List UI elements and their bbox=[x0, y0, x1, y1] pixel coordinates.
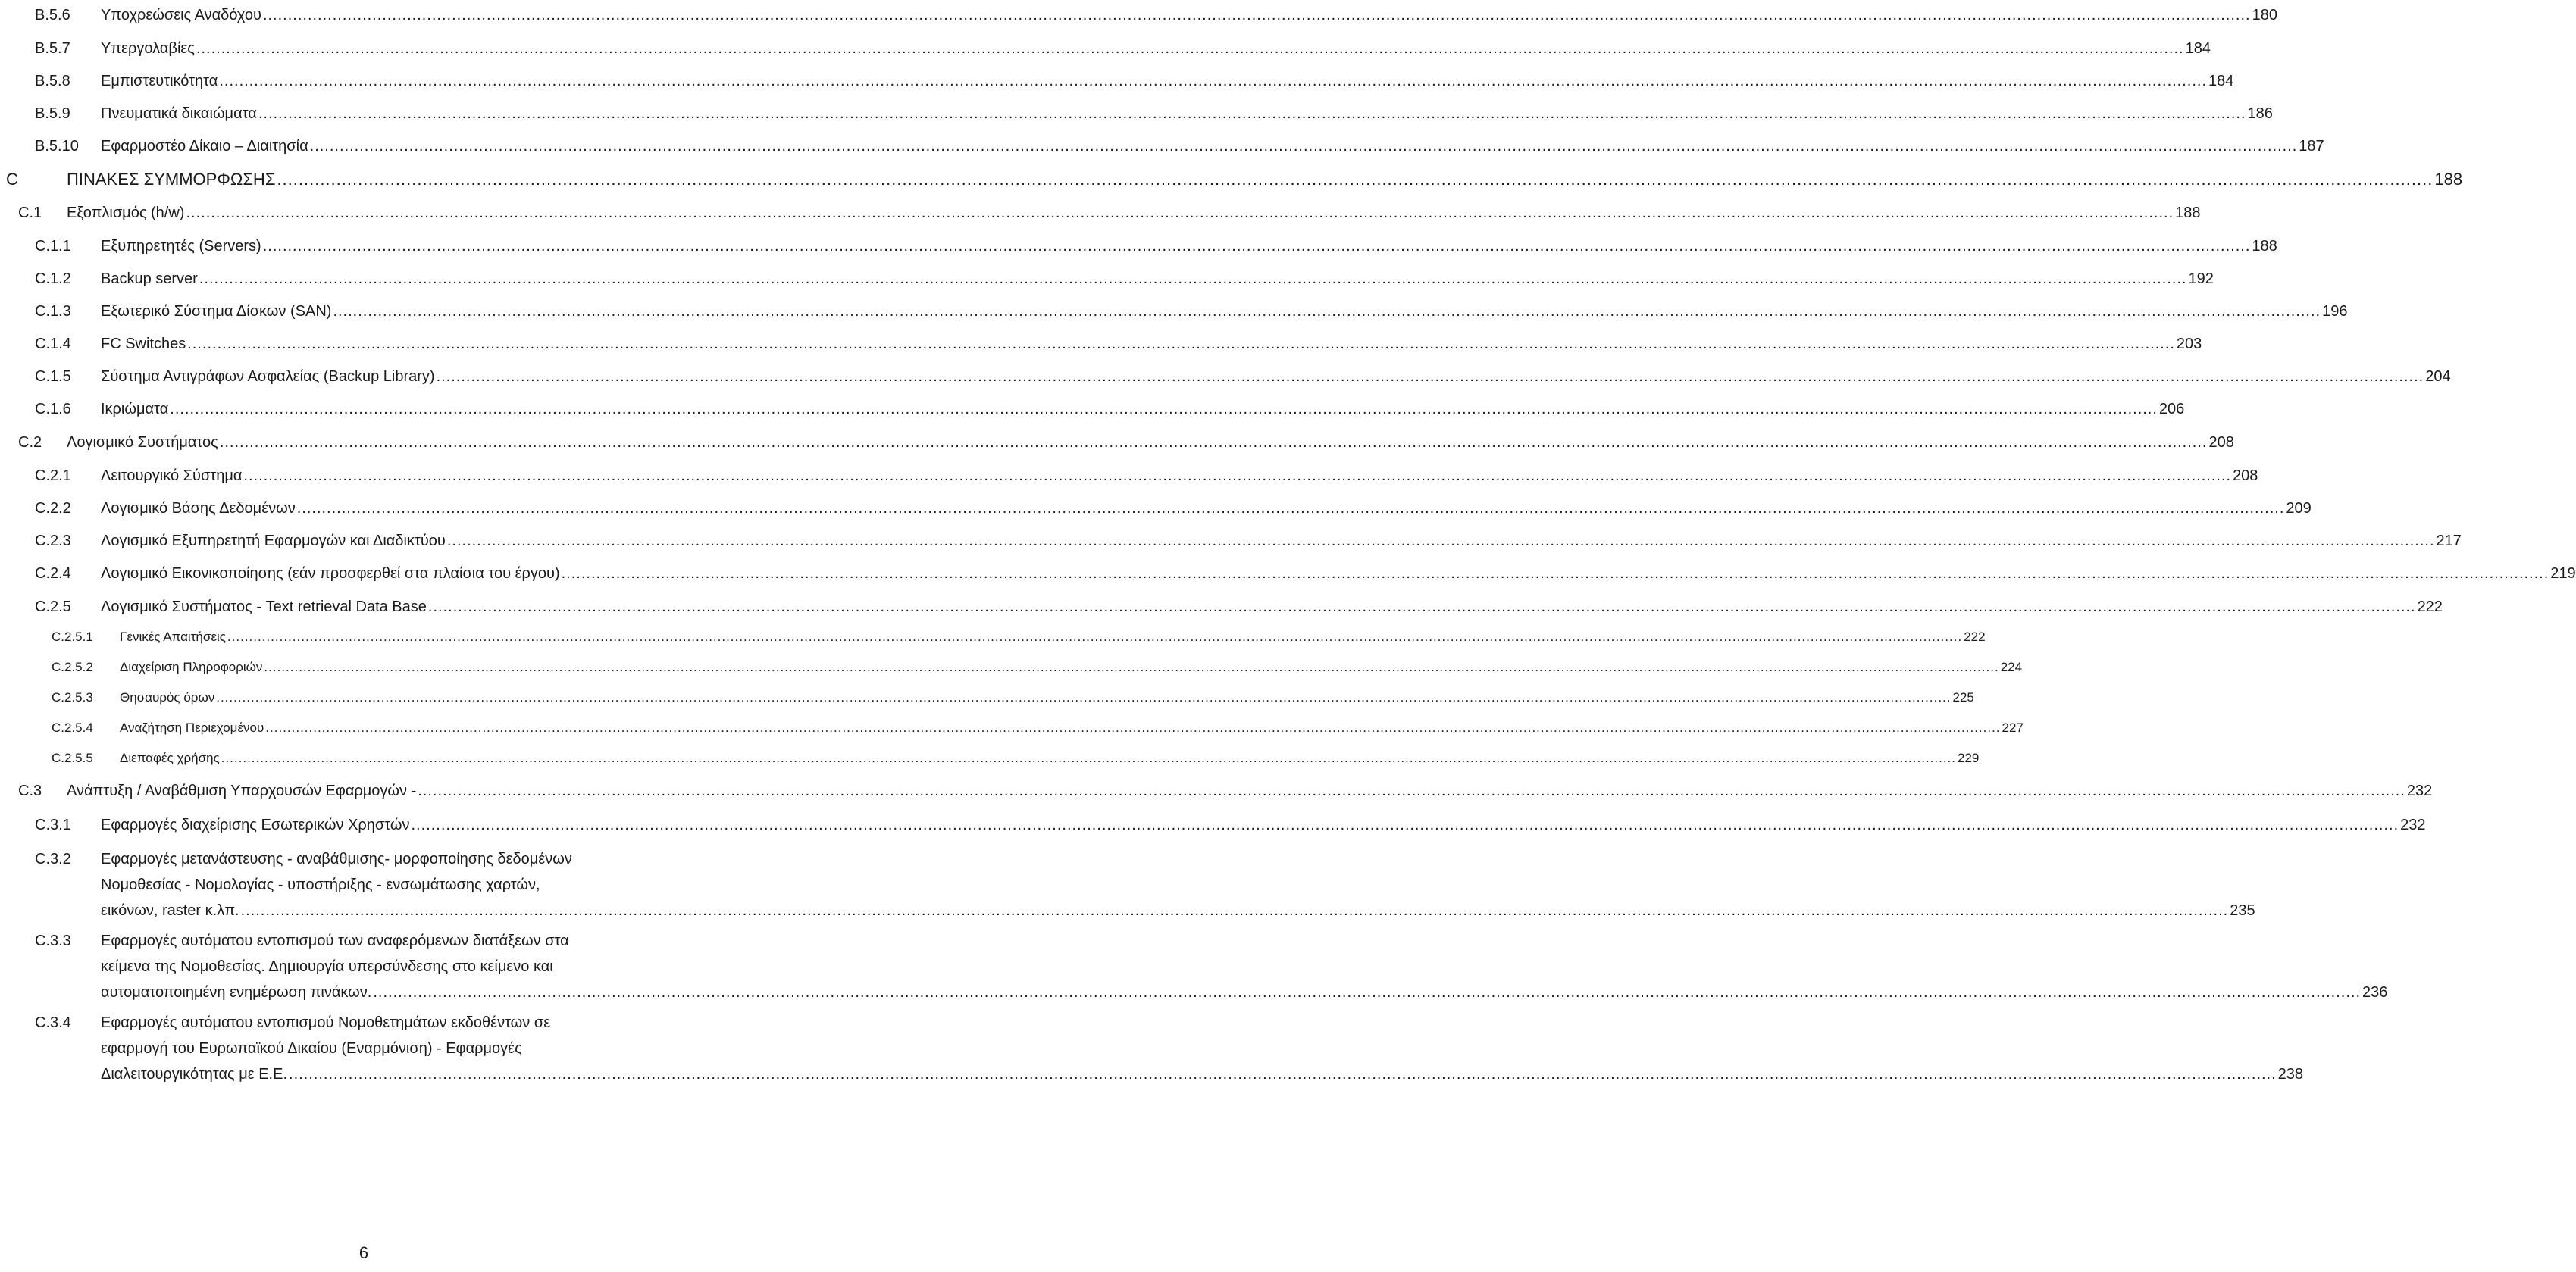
toc-page-number: 203 bbox=[2176, 336, 2202, 352]
toc-leader-dots: ................................................................................................................................................................................................................................................................................................................................................................................................................ bbox=[262, 7, 2251, 23]
toc-entry-title: Εμπιστευτικότητα bbox=[101, 73, 218, 89]
toc-leader-dots: ................................................................................................................................................................................................................................................................................................................................................................................................................ bbox=[446, 533, 2435, 549]
toc-entry-number: C.3.3 bbox=[35, 933, 71, 949]
toc-leader-dots: ................................................................................................................................................................................................................................................................................................................................................................................................................ bbox=[277, 170, 2434, 189]
toc-entry-title: Λειτουργικό Σύστημα bbox=[101, 467, 243, 484]
toc-page-number: 186 bbox=[2247, 105, 2273, 122]
toc-page-number: 206 bbox=[2158, 401, 2185, 417]
toc-entry-title: Σύστημα Αντιγράφων Ασφαλείας (Backup Library) bbox=[101, 368, 435, 385]
page-number: 6 bbox=[358, 1243, 369, 1262]
toc-entry-number: C.3.2 bbox=[35, 851, 71, 867]
toc-leader-dots: ................................................................................................................................................................................................................................................................................................................................................................................................................ bbox=[411, 817, 2399, 833]
toc-page-number: 187 bbox=[2299, 138, 2324, 155]
toc-entry-title: Εξοπλισμός (h/w) bbox=[67, 205, 185, 221]
toc-entry-number: C.2.5.4 bbox=[52, 720, 93, 735]
toc-entry-number: B.5.6 bbox=[35, 7, 70, 23]
toc-leader-dots: ................................................................................................................................................................................................................................................................................................................................................................................................................ bbox=[436, 368, 2424, 385]
toc-entry-title: Νομοθεσίας - Νομολογίας - υποστήριξης - ενσωμάτωσης χαρτών, bbox=[101, 877, 540, 893]
toc-leader-dots: ................................................................................................................................................................................................................................................................................................................................................................................................................ bbox=[170, 401, 2158, 417]
toc-page-number: 204 bbox=[2425, 368, 2451, 385]
toc-entry-title: Εξυπηρετητές (Servers) bbox=[101, 238, 261, 255]
toc-page-number: 235 bbox=[2230, 902, 2255, 919]
toc-page-number: 232 bbox=[2400, 817, 2426, 833]
toc-leader-dots: ................................................................................................................................................................................................................................................................................................................................................................................................................ bbox=[262, 238, 2251, 255]
toc-entry-title: εφαρμογή του Ευρωπαϊκού Δικαίου (Εναρμόνιση) - Εφαρμογές bbox=[101, 1040, 522, 1057]
toc-entry-number: C.2.5 bbox=[35, 598, 71, 615]
toc-page-number: 236 bbox=[2362, 984, 2388, 1001]
toc-entry-number: C.2.4 bbox=[35, 565, 71, 582]
toc-leader-dots: ................................................................................................................................................................................................................................................................................................................................................................................................................ bbox=[333, 303, 2321, 320]
toc-entry-number: C.3 bbox=[18, 783, 42, 799]
toc-entry-number: C.2.1 bbox=[35, 467, 71, 484]
toc-leader-dots: ................................................................................................................................................................................................................................................................................................................................................................................................................ bbox=[427, 598, 2416, 615]
toc-entry-number: C.3.4 bbox=[35, 1014, 71, 1031]
toc-leader-dots: ................................................................................................................................................................................................................................................................................................................................................................................................................ bbox=[219, 434, 2208, 451]
toc-leader-dots: ................................................................................................................................................................................................................................................................................................................................................................................................................ bbox=[296, 500, 2285, 517]
toc-entry-number: C.1.3 bbox=[35, 303, 71, 320]
toc-leader-dots: ................................................................................................................................................................................................................................................................................................................................................................................................................ bbox=[196, 40, 2184, 57]
toc-entry-number: C.1.4 bbox=[35, 336, 71, 352]
toc-leader-dots: ................................................................................................................................................................................................................................................................................................................................................................................................................ bbox=[309, 138, 2298, 155]
toc-entry-title: αυτοματοποιημένη ενημέρωση πινάκων. bbox=[101, 984, 372, 1001]
toc-page-number: 229 bbox=[1958, 751, 1980, 765]
toc-entry-title: Διαλειτουργικότητας με Ε.Ε. bbox=[101, 1066, 288, 1083]
toc-page-number: 208 bbox=[2233, 467, 2258, 484]
toc-page-number: 184 bbox=[2208, 73, 2234, 89]
toc-entry-title: Λογισμικό Βάσης Δεδομένων bbox=[101, 500, 296, 517]
toc-page-number: 188 bbox=[2175, 205, 2201, 221]
toc-leader-dots: ................................................................................................................................................................................................................................................................................................................................................................................................................ bbox=[227, 630, 1963, 644]
toc-entry-title: Αναζήτηση Περιεχομένου bbox=[120, 720, 264, 735]
toc-entry-title: Backup server bbox=[101, 270, 198, 287]
toc-page-number: 188 bbox=[2252, 238, 2277, 255]
toc-entry-title: Υπεργολαβίες bbox=[101, 40, 195, 57]
toc-entry-number: C.2.5.2 bbox=[52, 660, 93, 674]
toc-page-number: 184 bbox=[2185, 40, 2211, 57]
toc-leader-dots: ................................................................................................................................................................................................................................................................................................................................................................................................................ bbox=[373, 984, 2361, 1001]
toc-entry-title: Εφαρμογές διαχείρισης Εσωτερικών Χρηστών bbox=[101, 817, 410, 833]
toc-entry-number: B.5.9 bbox=[35, 105, 70, 122]
toc-entry-number: C.1.6 bbox=[35, 401, 71, 417]
toc-page-number: 196 bbox=[2322, 303, 2348, 320]
toc-leader-dots: ................................................................................................................................................................................................................................................................................................................................................................................................................ bbox=[264, 660, 1999, 674]
toc-leader-dots: ................................................................................................................................................................................................................................................................................................................................................................................................................ bbox=[265, 720, 2001, 735]
toc-leader-dots: ................................................................................................................................................................................................................................................................................................................................................................................................................ bbox=[243, 467, 2232, 484]
toc-entry-number: C.2.2 bbox=[35, 500, 71, 517]
toc-entry-title: Εφαρμοστέο Δίκαιο – Διαιτησία bbox=[101, 138, 308, 155]
toc-page-number: 222 bbox=[2417, 598, 2443, 615]
toc-page-number: 238 bbox=[2277, 1066, 2304, 1083]
toc-entry-title: Διεπαφές χρήσης bbox=[120, 751, 220, 765]
toc-entry-title: Εφαρμογές αυτόματου εντοπισμού των αναφερόμενων διατάξεων στα bbox=[101, 933, 569, 949]
toc-entry-title: Διαχείριση Πληροφοριών bbox=[120, 660, 263, 674]
toc-entry-number: C.2.3 bbox=[35, 533, 71, 549]
toc-page-number: 219 bbox=[2550, 565, 2576, 582]
toc-entry-title: εικόνων, raster κ.λπ. bbox=[101, 902, 239, 919]
toc-entry-number: B.5.10 bbox=[35, 138, 79, 155]
toc-page-number: 209 bbox=[2286, 500, 2312, 517]
toc-leader-dots: ................................................................................................................................................................................................................................................................................................................................................................................................................ bbox=[216, 690, 1952, 705]
toc-entry-number: C.1.2 bbox=[35, 270, 71, 287]
toc-entry-title: Θησαυρός όρων bbox=[120, 690, 215, 705]
toc-entry-number: B.5.7 bbox=[35, 40, 70, 57]
toc-entry-title: Υποχρεώσεις Αναδόχου bbox=[101, 7, 261, 23]
toc-page-number: 222 bbox=[1964, 630, 1986, 644]
toc-entry-title: ΠΙΝΑΚΕΣ ΣΥΜΜΟΡΦΩΣΗΣ bbox=[67, 170, 276, 189]
toc-entry-title: Εξωτερικό Σύστημα Δίσκων (SAN) bbox=[101, 303, 332, 320]
toc-leader-dots: ................................................................................................................................................................................................................................................................................................................................................................................................................ bbox=[258, 105, 2246, 122]
toc-entry-number: C.3.1 bbox=[35, 817, 71, 833]
toc-entry-title: Ανάπτυξη / Αναβάθμιση Υπαρχουσών Εφαρμογών - bbox=[67, 783, 417, 799]
toc-page-number: 217 bbox=[2436, 533, 2462, 549]
toc-entry-title: Λογισμικό Συστήματος - Text retrieval Data Base bbox=[101, 598, 427, 615]
toc-entry-number: C.1.1 bbox=[35, 238, 71, 255]
toc-entry-title: FC Switches bbox=[101, 336, 186, 352]
toc-page-number: 192 bbox=[2188, 270, 2214, 287]
toc-entry-number: C.2.5.5 bbox=[52, 751, 93, 765]
toc-entry-number: C.2 bbox=[18, 434, 42, 451]
toc-page-number: 227 bbox=[2002, 720, 2024, 735]
toc-page-number: 232 bbox=[2406, 783, 2433, 799]
toc-leader-dots: ................................................................................................................................................................................................................................................................................................................................................................................................................ bbox=[187, 336, 2175, 352]
toc-leader-dots: ................................................................................................................................................................................................................................................................................................................................................................................................................ bbox=[186, 205, 2174, 221]
toc-entry-title: Πνευματικά δικαιώματα bbox=[101, 105, 257, 122]
toc-leader-dots: ................................................................................................................................................................................................................................................................................................................................................................................................................ bbox=[418, 783, 2405, 799]
toc-entry-title: Ικριώματα bbox=[101, 401, 169, 417]
toc-leader-dots: ................................................................................................................................................................................................................................................................................................................................................................................................................ bbox=[240, 902, 2229, 919]
toc-entry-title: Λογισμικό Εικονικοποίησης (εάν προσφερθεί στα πλαίσια του έργου) bbox=[101, 565, 560, 582]
toc-leader-dots: ................................................................................................................................................................................................................................................................................................................................................................................................................ bbox=[219, 73, 2208, 89]
toc-entry-title: Γενικές Απαιτήσεις bbox=[120, 630, 226, 644]
toc-entry-title: Λογισμικό Συστήματος bbox=[67, 434, 218, 451]
toc-page-number: 208 bbox=[2208, 434, 2234, 451]
toc-entry-number: C.1.5 bbox=[35, 368, 71, 385]
toc-entry-number: C.2.5.3 bbox=[52, 690, 93, 705]
toc-entry-title: Λογισμικό Εξυπηρετητή Εφαρμογών και Διαδικτύου bbox=[101, 533, 446, 549]
toc-entry-number: C.1 bbox=[18, 205, 42, 221]
toc-leader-dots: ................................................................................................................................................................................................................................................................................................................................................................................................................ bbox=[221, 751, 1956, 765]
toc-page-number: 225 bbox=[1952, 690, 1974, 705]
toc-entry-title: Εφαρμογές αυτόματου εντοπισμού Νομοθετημάτων εκδοθέντων σε bbox=[101, 1014, 551, 1031]
toc-page-number: 180 bbox=[2252, 7, 2277, 23]
toc-entry-title: κείμενα της Νομοθεσίας. Δημιουργία υπερσύνδεσης στο κείμενο και bbox=[101, 958, 553, 975]
toc-page-number: 188 bbox=[2434, 170, 2463, 189]
toc-leader-dots: ................................................................................................................................................................................................................................................................................................................................................................................................................ bbox=[561, 565, 2549, 582]
toc-entry-title: Εφαρμογές μετανάστευσης - αναβάθμισης- μορφοποίησης δεδομένων bbox=[101, 851, 572, 867]
toc-entry-number: B.5.8 bbox=[35, 73, 70, 89]
toc-page-number: 224 bbox=[2000, 660, 2023, 674]
toc-entry-number: C.2.5.1 bbox=[52, 630, 93, 644]
toc-entry-number: C bbox=[6, 170, 18, 189]
toc-leader-dots: ................................................................................................................................................................................................................................................................................................................................................................................................................ bbox=[199, 270, 2187, 287]
toc-leader-dots: ................................................................................................................................................................................................................................................................................................................................................................................................................ bbox=[289, 1066, 2277, 1083]
